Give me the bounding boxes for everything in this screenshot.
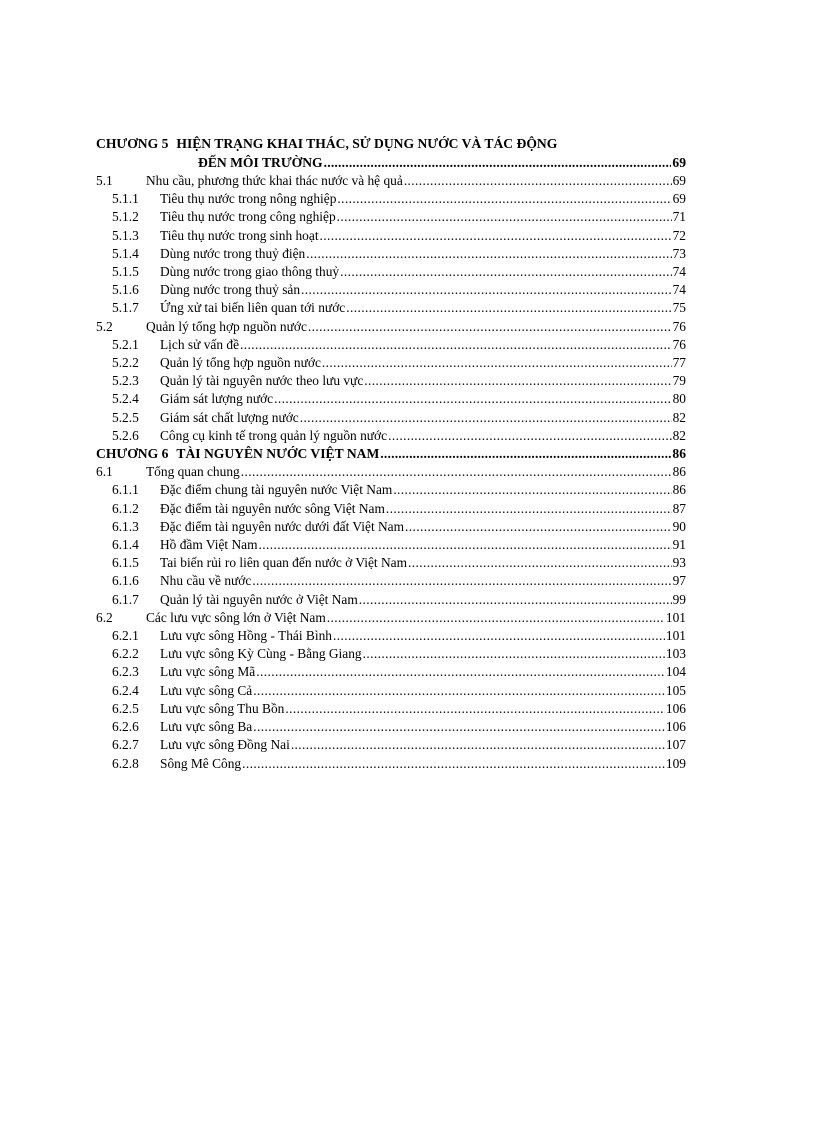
section-title: Quản lý tổng hợp nguồn nước	[160, 355, 321, 371]
toc-entry	[96, 245, 686, 263]
page-number: 72	[672, 227, 686, 243]
page-number: 97	[672, 573, 686, 589]
toc-entry	[96, 354, 686, 372]
toc-entry	[96, 372, 686, 390]
dot-leader	[386, 500, 672, 518]
dot-leader	[337, 208, 672, 226]
page-number: 74	[672, 282, 686, 298]
dot-leader	[241, 463, 672, 481]
section-number: 6.1	[96, 464, 113, 480]
toc-entry	[96, 481, 686, 499]
chapter-6-heading	[96, 445, 686, 463]
section-title: Tiêu thụ nước trong công nghiệp	[160, 209, 336, 225]
section-title: Tai biến rủi ro liên quan đến nước ở Việt Nam	[160, 555, 408, 571]
section-title: Đặc điểm chung tài nguyên nước Việt Nam	[160, 482, 393, 498]
section-title: Lưu vực sông Cả	[160, 682, 253, 698]
page-number: 77	[672, 355, 686, 371]
dot-leader	[363, 645, 665, 663]
section-title: Lưu vực sông Mã	[160, 664, 256, 680]
dot-leader	[333, 627, 665, 645]
toc-entry	[96, 591, 686, 609]
page-number: 101	[665, 628, 686, 644]
toc-entry	[96, 390, 686, 408]
dot-leader	[253, 718, 665, 736]
dot-leader	[393, 481, 671, 499]
section-number: 6.1.4	[112, 537, 139, 553]
section-number: 6.2.8	[112, 755, 139, 771]
dot-leader	[308, 318, 672, 336]
toc-entry	[96, 208, 686, 226]
section-number: 5.1.1	[112, 191, 139, 207]
dot-leader	[240, 336, 672, 354]
section-number: 6.1.3	[112, 518, 139, 534]
toc-entry	[96, 663, 686, 681]
page-number: 86	[672, 464, 686, 480]
page-number: 101	[665, 609, 686, 625]
section-number: 6.2.3	[112, 664, 139, 680]
section-title: Nhu cầu về nước	[160, 573, 252, 589]
section-number: 5.1.5	[112, 264, 139, 280]
section-title: Dùng nước trong giao thông thuỷ	[160, 264, 340, 280]
section-title: Nhu cầu, phương thức khai thác nước và hệ quả	[146, 173, 403, 188]
page-number: 93	[672, 555, 686, 571]
section-title: Quản lý tổng hợp nguồn nước	[146, 318, 307, 334]
toc-entry	[96, 281, 686, 299]
page-number: 107	[665, 737, 686, 753]
section-title: Dùng nước trong thuỷ sản	[160, 282, 301, 298]
toc-entry	[96, 263, 686, 281]
section-number: 6.2.7	[112, 737, 139, 753]
page-number: 71	[672, 209, 686, 225]
section-number: 6.1.1	[112, 482, 139, 498]
dot-leader	[252, 572, 671, 590]
section-title: Các lưu vực sông lớn ở Việt Nam	[146, 609, 326, 625]
dot-leader	[306, 245, 671, 263]
section-number: 6.1.2	[112, 500, 139, 516]
page-number: 103	[665, 646, 686, 662]
section-number: 5.2.2	[112, 355, 139, 371]
toc-entry	[96, 755, 686, 773]
page-number: 80	[672, 391, 686, 407]
toc-entry	[96, 463, 686, 481]
page-number: 86	[672, 482, 686, 498]
section-number: 5.1.6	[112, 282, 139, 298]
section-title: Quản lý tài nguyên nước theo lưu vực	[160, 373, 364, 389]
section-title: Giám sát lượng nước	[160, 391, 274, 407]
dot-leader	[285, 700, 665, 718]
chapter-6-entries	[96, 463, 686, 772]
section-number: 6.2.6	[112, 719, 139, 735]
dot-leader	[242, 755, 665, 773]
dot-leader	[359, 591, 672, 609]
chapter-5-heading	[96, 134, 686, 153]
toc-entry	[96, 299, 686, 317]
dot-leader	[324, 153, 672, 172]
dot-leader	[408, 554, 672, 572]
section-title: Lưu vực sông Kỳ Cùng - Bằng Giang	[160, 646, 362, 662]
section-title: Tiêu thụ nước trong sinh hoạt	[160, 227, 319, 243]
page-number: 86	[672, 446, 686, 462]
chapter-title-continued: ĐẾN MÔI TRƯỜNG	[198, 155, 323, 170]
section-title: Tiêu thụ nước trong nông nghiệp	[160, 191, 337, 207]
dot-leader	[364, 372, 671, 390]
section-number: 5.1.3	[112, 227, 139, 243]
chapter-number: CHƯƠNG 5	[96, 136, 169, 151]
chapter-title: TÀI NGUYÊN NƯỚC VIỆT NAM	[176, 446, 380, 462]
toc-entry	[96, 572, 686, 590]
section-number: 6.2.1	[112, 628, 139, 644]
dot-leader	[274, 390, 672, 408]
dot-leader	[380, 445, 671, 463]
dot-leader	[340, 263, 672, 281]
chapter-5-entries	[96, 172, 686, 445]
page-number: 109	[665, 755, 686, 771]
section-number: 6.1.6	[112, 573, 139, 589]
section-title: Hồ đầm Việt Nam	[160, 537, 258, 553]
section-title: Lưu vực sông Ba	[160, 719, 253, 735]
section-number: 5.2.4	[112, 391, 139, 407]
section-title: Đặc điểm tài nguyên nước dưới đất Việt Nam	[160, 518, 405, 534]
page-number: 105	[665, 682, 686, 698]
section-number: 5.1.7	[112, 300, 139, 316]
section-title: Sông Mê Công	[160, 755, 242, 771]
section-number: 6.1.5	[112, 555, 139, 571]
page-number: 73	[672, 245, 686, 261]
dot-leader	[327, 609, 665, 627]
toc-entry	[96, 518, 686, 536]
toc-entry	[96, 736, 686, 754]
toc-entry	[96, 718, 686, 736]
page-number: 69	[672, 173, 686, 188]
chapter-number: CHƯƠNG 6	[96, 446, 169, 462]
dot-leader	[291, 736, 665, 754]
section-number: 5.2.3	[112, 373, 139, 389]
section-number: 5.2	[96, 318, 113, 334]
page-number: 99	[672, 591, 686, 607]
toc-entry	[96, 682, 686, 700]
toc-entry	[96, 700, 686, 718]
page-number: 75	[672, 300, 686, 316]
toc-entry	[96, 172, 686, 190]
dot-leader	[320, 227, 672, 245]
section-title: Lưu vực sông Hồng - Thái Bình	[160, 628, 332, 644]
section-number: 6.2.5	[112, 700, 139, 716]
toc-entry	[96, 554, 686, 572]
page-number: 82	[672, 427, 686, 443]
toc-entry	[96, 190, 686, 208]
page-number: 79	[672, 373, 686, 389]
dot-leader	[405, 518, 672, 536]
chapter-title: HIỆN TRẠNG KHAI THÁC, SỬ DỤNG NƯỚC VÀ TÁC ĐỘNG	[176, 136, 558, 151]
page-number: 87	[672, 500, 686, 516]
page-number: 76	[672, 318, 686, 334]
section-number: 5.1.2	[112, 209, 139, 225]
section-number: 5.2.1	[112, 336, 139, 352]
page-number: 104	[665, 664, 686, 680]
chapter-5-heading-continued	[96, 153, 686, 172]
page-number: 106	[665, 700, 686, 716]
section-title: Lưu vực sông Thu Bồn	[160, 700, 285, 716]
dot-leader	[256, 663, 665, 681]
dot-leader	[388, 427, 672, 445]
dot-leader	[300, 409, 672, 427]
dot-leader	[322, 354, 672, 372]
toc-entry	[96, 336, 686, 354]
section-number: 5.1.4	[112, 245, 139, 261]
section-number: 5.2.5	[112, 409, 139, 425]
section-title: Lịch sử vấn đề	[160, 336, 240, 352]
section-title: Dùng nước trong thuỷ điện	[160, 245, 306, 261]
section-number: 6.2.2	[112, 646, 139, 662]
section-title: Công cụ kinh tế trong quản lý nguồn nước	[160, 427, 388, 443]
page-number: 69	[672, 155, 686, 170]
toc-entry	[96, 427, 686, 445]
section-title: Giám sát chất lượng nước	[160, 409, 299, 425]
section-number: 5.2.6	[112, 427, 139, 443]
toc-entry	[96, 609, 686, 627]
toc-entry	[96, 409, 686, 427]
toc-entry	[96, 500, 686, 518]
section-title: Đặc điểm tài nguyên nước sông Việt Nam	[160, 500, 385, 516]
page-number: 82	[672, 409, 686, 425]
section-title: Quản lý tài nguyên nước ở Việt Nam	[160, 591, 358, 607]
toc-entry	[96, 627, 686, 645]
section-number: 6.2.4	[112, 682, 139, 698]
dot-leader	[337, 190, 671, 208]
toc-entry	[96, 227, 686, 245]
page-number: 90	[672, 518, 686, 534]
toc-entry	[96, 645, 686, 663]
dot-leader	[253, 682, 665, 700]
section-title: Tổng quan chung	[146, 464, 240, 480]
page-number: 91	[672, 537, 686, 553]
dot-leader	[404, 172, 672, 190]
section-title: Ứng xử tai biến liên quan tới nước	[160, 300, 346, 316]
page-number: 74	[672, 264, 686, 280]
dot-leader	[259, 536, 672, 554]
section-number: 6.2	[96, 609, 113, 625]
dot-leader	[346, 299, 671, 317]
toc-entry	[96, 318, 686, 336]
section-number: 6.1.7	[112, 591, 139, 607]
page-number: 69	[672, 191, 686, 207]
section-title: Lưu vực sông Đồng Nai	[160, 737, 290, 753]
page-number: 76	[672, 336, 686, 352]
dot-leader	[301, 281, 672, 299]
page-number: 106	[665, 719, 686, 735]
table-of-contents	[96, 134, 686, 773]
toc-entry	[96, 536, 686, 554]
section-number: 5.1	[96, 173, 113, 188]
